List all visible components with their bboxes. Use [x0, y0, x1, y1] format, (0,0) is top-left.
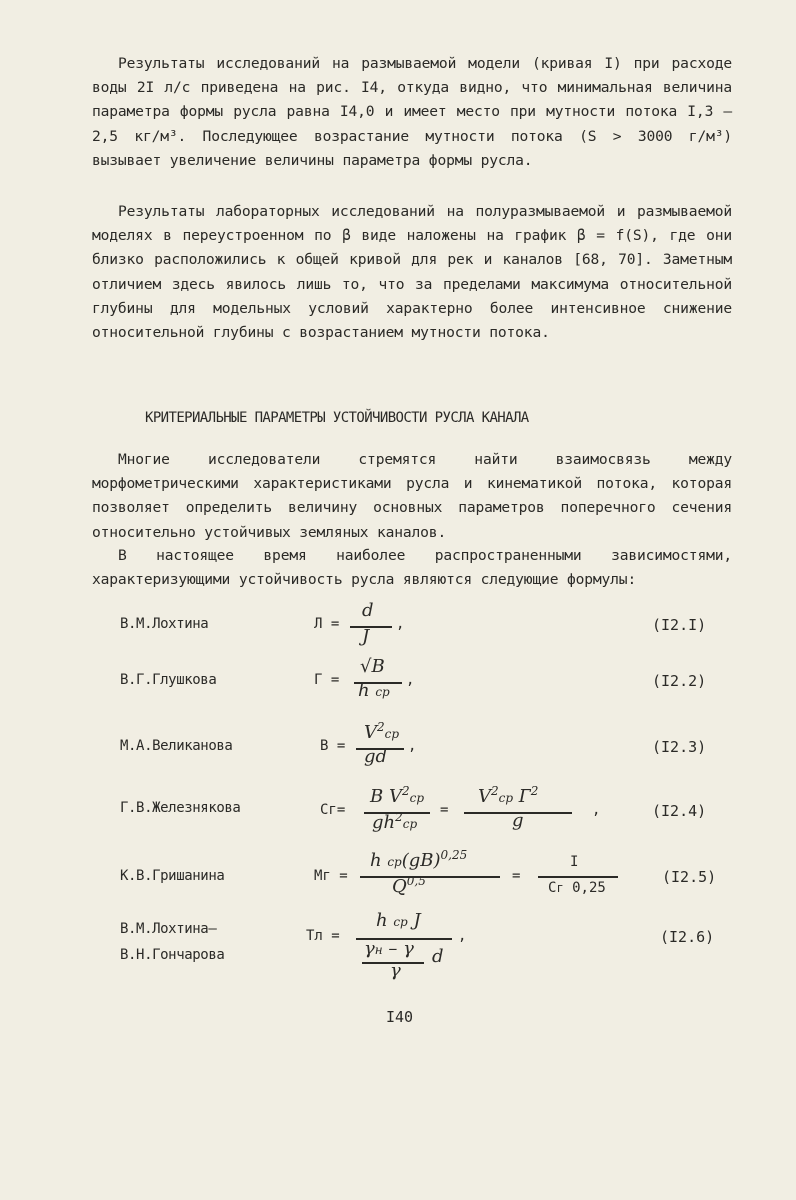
comma: ,	[406, 672, 415, 688]
formula-numerator: $V^2ср$	[364, 720, 400, 743]
formula-row	[92, 720, 752, 776]
formula-author: М.А.Великанова	[120, 738, 233, 754]
formula-numerator: h ср J	[376, 910, 421, 931]
formula-numerator: $V^2ср$ $Г^2$	[478, 784, 539, 807]
equals-sign: =	[440, 802, 449, 818]
formula-symbol: Tл =	[306, 928, 340, 944]
fraction-bar	[538, 876, 618, 878]
formula-denominator: γ	[390, 960, 401, 981]
formula-denominator: gd	[364, 746, 388, 767]
fraction-bar	[350, 626, 392, 628]
equation-number: (I2.5)	[662, 868, 717, 886]
formula-numerator: I	[570, 854, 579, 870]
equals-sign: =	[512, 868, 521, 884]
formula-row	[92, 784, 752, 838]
formula-author: К.В.Гришанина	[120, 868, 225, 884]
formula-symbol: Cг=	[320, 802, 346, 818]
equation-number: (I2.4)	[652, 802, 707, 820]
paragraph-3: Многие исследователи стремятся найти взаимосвязь между морфометрическими характеристиками русла и кинематикой потока, которая позволяет определить величину основных параметров поперечного сечения относительно устойчивых земляных каналов.	[92, 451, 732, 541]
formula-symbol: Л =	[314, 616, 340, 632]
paragraph-1: Результаты исследований на размываемой модели (кривая I) при расходе воды 2I л/с приведена на рис. I4, откуда видно, что минимальная величина параметра формы русла равна I4,0 и имеет место при мутности потока I,3 – 2,5 кг/м³. Последующее возрастание мутности потока (S > 3000 г/м³) вызывает увеличение величины параметра формы русла.	[92, 55, 732, 169]
formula-denominator: Cг 0,25	[548, 880, 606, 896]
formula-author: Г.В.Железнякова	[120, 800, 241, 816]
formula-author: В.М.Лохтина	[120, 616, 209, 632]
section-heading: КРИТЕРИАЛЬНЫЕ ПАРАМЕТРЫ УСТОЙЧИВОСТИ РУСЛА КАНАЛА	[145, 410, 529, 426]
formula-symbol: В =	[320, 738, 346, 754]
formula-numerator: h ср(gB)$^{0,25}$	[370, 848, 468, 871]
paragraph-4: В настоящее время наиболее распространенными зависимостями, характеризующими устойчивость русла являются следующие формулы:	[92, 547, 732, 589]
formula-row	[92, 600, 752, 654]
equation-number: (I2.6)	[660, 928, 715, 946]
formula-author: В.Г.Глушкова	[120, 672, 217, 688]
fraction-bar	[360, 876, 500, 878]
formula-denominator: J	[362, 626, 370, 647]
page-number: I40	[386, 1008, 414, 1026]
comma: ,	[458, 928, 467, 944]
equation-number: (I2.I)	[652, 616, 707, 634]
formula-row	[92, 910, 752, 981]
formula-numerator: d	[362, 600, 374, 621]
formula-symbol: Г =	[314, 672, 340, 688]
formula-symbol: Mг =	[314, 868, 348, 884]
formula-row	[92, 848, 752, 906]
formula-denominator: h ср	[358, 680, 390, 701]
equation-number: (I2.2)	[652, 672, 707, 690]
comma: ,	[408, 738, 417, 754]
formula-numerator: B $V^2ср$	[370, 784, 424, 807]
comma: ,	[396, 616, 405, 632]
equation-number: (I2.3)	[652, 738, 707, 756]
formula-denominator: $gh^2ср$	[372, 810, 418, 833]
formula-denominator: γн – γ	[364, 938, 414, 959]
formula-row	[92, 656, 752, 710]
formula-author: В.М.Лохтина– В.Н.Гончарова	[120, 921, 225, 963]
formula-variable: d	[432, 946, 444, 967]
formula-denominator: Q$^{0,5}$	[392, 874, 426, 897]
comma: ,	[592, 802, 601, 818]
formula-denominator: g	[512, 810, 524, 831]
formula-numerator: √B	[360, 656, 385, 677]
paragraph-2: Результаты лабораторных исследований на полуразмываемой и размываемой моделях в переустроенном по β виде наложены на график β = f(S), где они близко расположились к общей кривой для рек и каналов [68, 70]. Заметным отличием здесь явилось лишь то, что за пределами максимума относительной глубины для модельных условий характерно более интенсивное снижение относительной глубины с возрастанием мутности потока.	[92, 203, 732, 342]
